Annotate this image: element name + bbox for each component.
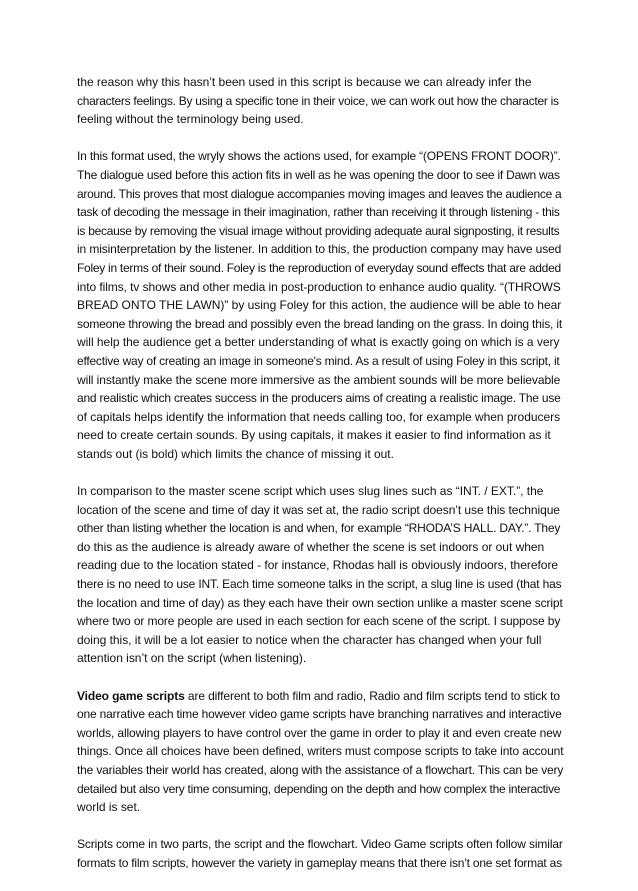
text-line: doing this, it will be a lot easier to notice when the character has changed when your full: [77, 632, 542, 647]
text-line: characters feelings. By using a specific tone in their voice, we can work out how the character is: [77, 93, 559, 108]
text-line: the reason why this hasn’t been used in this script is because we can already infer the: [77, 75, 532, 89]
text-line: where two or more people are used in each section for each scene of the script. I suppose by: [77, 614, 561, 629]
text-line: reading due to the location stated - for instance, Rhodas hall is obviously indoors, therefore: [77, 558, 559, 573]
paragraph-5: [77, 835, 563, 872]
text-line: task of decoding the message in their imagination, rather than receiving it through listening - this: [77, 205, 560, 220]
text-line: will instantly make the scene more immersive as the ambient sounds will be more believable: [77, 372, 561, 387]
text-line: [77, 687, 563, 706]
text-line: someone throwing the bread and possibly even the bread landing on the grass. In doing this, it: [77, 316, 563, 331]
text-line: Foley in terms of their sound. Foley is the reproduction of everyday sound effects that are added: [77, 260, 561, 275]
text-line: stands out (is bold) which limits the chance of missing it out.: [77, 446, 394, 461]
text-line: the variables their world has created, along with the assistance of a flowchart. This can be very: [77, 762, 564, 777]
text-line: other than listing whether the location is and when, for example “RHODA’S HALL. DAY.”. They: [77, 521, 561, 536]
text-line: the location and time of day) as they each have their own section unlike a master scene script: [77, 595, 563, 610]
text-line: world is set.: [77, 800, 141, 815]
text-line: effective way of creating an image in someone's mind. As a result of using Foley in this script, it: [77, 353, 560, 368]
text-line: detailed but also very time consuming, depending on the depth and how complex the interactive: [77, 781, 561, 796]
paragraph-3: [77, 482, 563, 668]
text-line: and realistic which creates success in the producers aims of creating a realistic image. The use: [77, 391, 561, 406]
text-line: need to create certain sounds. By using capitals, it makes it easier to find information as it: [77, 428, 551, 443]
bold-heading: Video game scripts: [77, 688, 185, 703]
text-run: are different to both film and radio, Radio and film scripts tend to stick to: [184, 688, 560, 703]
paragraph-4: [77, 687, 563, 817]
text-line: Scripts come in two parts, the script and the flowchart. Video Game scripts often follow similar: [77, 837, 563, 852]
text-line: BREAD ONTO THE LAWN)” by using Foley for this action, the audience will be able to hear: [77, 298, 562, 313]
text-line: into films, tv shows and other media in post-production to enhance audio quality. “(THROWS: [77, 279, 561, 294]
paragraph-2: [77, 147, 563, 463]
paragraph-1: [77, 73, 563, 129]
text-line: in misinterpretation by the listener. In addition to this, the production company may have used: [77, 242, 562, 257]
text-line: there is no need to use INT. Each time someone talks in the script, a slug line is used (that has: [77, 577, 562, 592]
text-line: attention isn’t on the script (when listening).: [77, 651, 307, 666]
text-line: The dialogue used before this action fits in well as he was opening the door to see if Dawn was: [77, 167, 560, 182]
text-line: feeling without the terminology being used.: [77, 112, 304, 127]
text-line: of capitals helps identify the information that needs calling too, for example when producers: [77, 409, 561, 424]
text-line: location of the scene and time of day it was set at, the radio script doesn’t use this technique: [77, 502, 560, 517]
text-line: around. This proves that most dialogue accompanies moving images and leaves the audience a: [77, 186, 562, 201]
text-line: will help the audience get a better understanding of what is exactly going on which is a very: [77, 335, 560, 350]
text-line: is because by removing the visual image without providing adequate aural signposting, it results: [77, 223, 560, 238]
text-line: In this format used, the wryly shows the actions used, for example “(OPENS FRONT DOOR)”.: [77, 149, 561, 164]
text-line: worlds, allowing players to have control over the game in order to play it and even create new: [77, 725, 562, 740]
text-line: In comparison to the master scene script which uses slug lines such as “INT. / EXT.”, the: [77, 484, 544, 499]
document-body: [77, 73, 563, 891]
text-line: things. Once all choices have been defined, writers must compose scripts to take into account: [77, 744, 564, 759]
text-line: formats to film scripts, however the variety in gameplay means that there isn’t one set format as: [77, 855, 562, 870]
text-line: do this as the audience is already aware of whether the scene is set indoors or out when: [77, 539, 545, 554]
text-line: one narrative each time however video game scripts have branching narratives and interactive: [77, 707, 562, 722]
